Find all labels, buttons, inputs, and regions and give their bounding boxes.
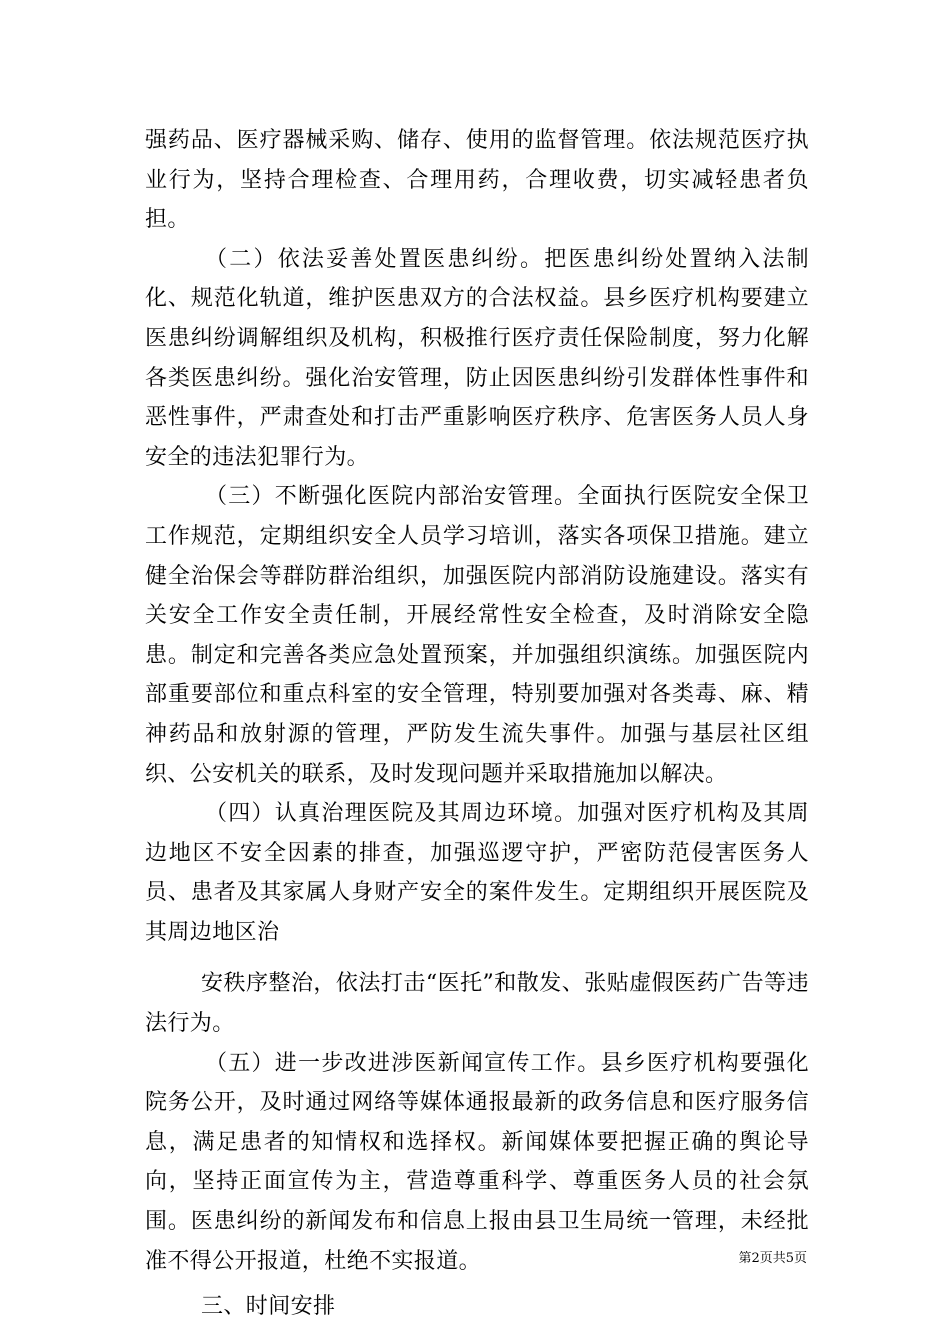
paragraph-section-2-disputes: （二）依法妥善处置医患纠纷。把医患纠纷处置纳入法制化、规范化轨道，维护医患双方的合法权益。县乡医疗机构要建立医患纠纷调解组织及机构，积极推行医疗责任保险制度，努力化解各类医患纠纷。强化治安管理，防止因医患纠纷引发群体性事件和恶性事件，严肃查处和打击严重影响医疗秩序、危害医务人员人身安全的违法犯罪行为。 xyxy=(145,246,809,470)
heading-time-schedule: 三、时间安排 xyxy=(201,1294,336,1320)
paragraph-section-3-security: （三）不断强化医院内部治安管理。全面执行医院安全保卫工作规范，定期组织安全人员学习培训，落实各项保卫措施。建立健全治保会等群防群治组织，加强医院内部消防设施建设。落实有关安全工作安全责任制，开展经常性安全检查，及时消除安全隐患。制定和完善各类应急处置预案，并加强组织演练。加强医院内部重要部位和重点科室的安全管理，特别要加强对各类毒、麻、精神药品和放射源的管理，严防发生流失事件。加强与基层社区组织、公安机关的联系，及时发现问题并采取措施加以解决。 xyxy=(145,484,809,787)
paragraph-section-5-publicity: （五）进一步改进涉医新闻宣传工作。县乡医疗机构要强化院务公开，及时通过网络等媒体通报最新的政务信息和医疗服务信息，满足患者的知情权和选择权。新闻媒体要把握正确的舆论导向，坚持正面宣传为主，营造尊重科学、尊重医务人员的社会氛围。医患纠纷的新闻发布和信息上报由县卫生局统一管理，未经批准不得公开报道，杜绝不实报道。 xyxy=(145,1050,809,1274)
paragraph-section-4-environment: （四）认真治理医院及其周边环境。加强对医疗机构及其周边地区不安全因素的排查，加强巡逻守护，严密防范侵害医务人员、患者及其家属人身财产安全的案件发生。定期组织开展医院及其周边地区治 xyxy=(145,801,809,945)
page-number-footer: 第2页共5页 xyxy=(738,1251,807,1266)
document-body xyxy=(145,121,809,1327)
paragraph-continued-supervision: 强药品、医疗器械采购、储存、使用的监督管理。依法规范医疗执业行为，坚持合理检查、合理用药，合理收费，切实减轻患者负担。 xyxy=(145,128,809,233)
paragraph-section-4-continued: 安秩序整治，依法打击“医托”和散发、张贴虚假医药广告等违法行为。 xyxy=(145,971,809,1037)
